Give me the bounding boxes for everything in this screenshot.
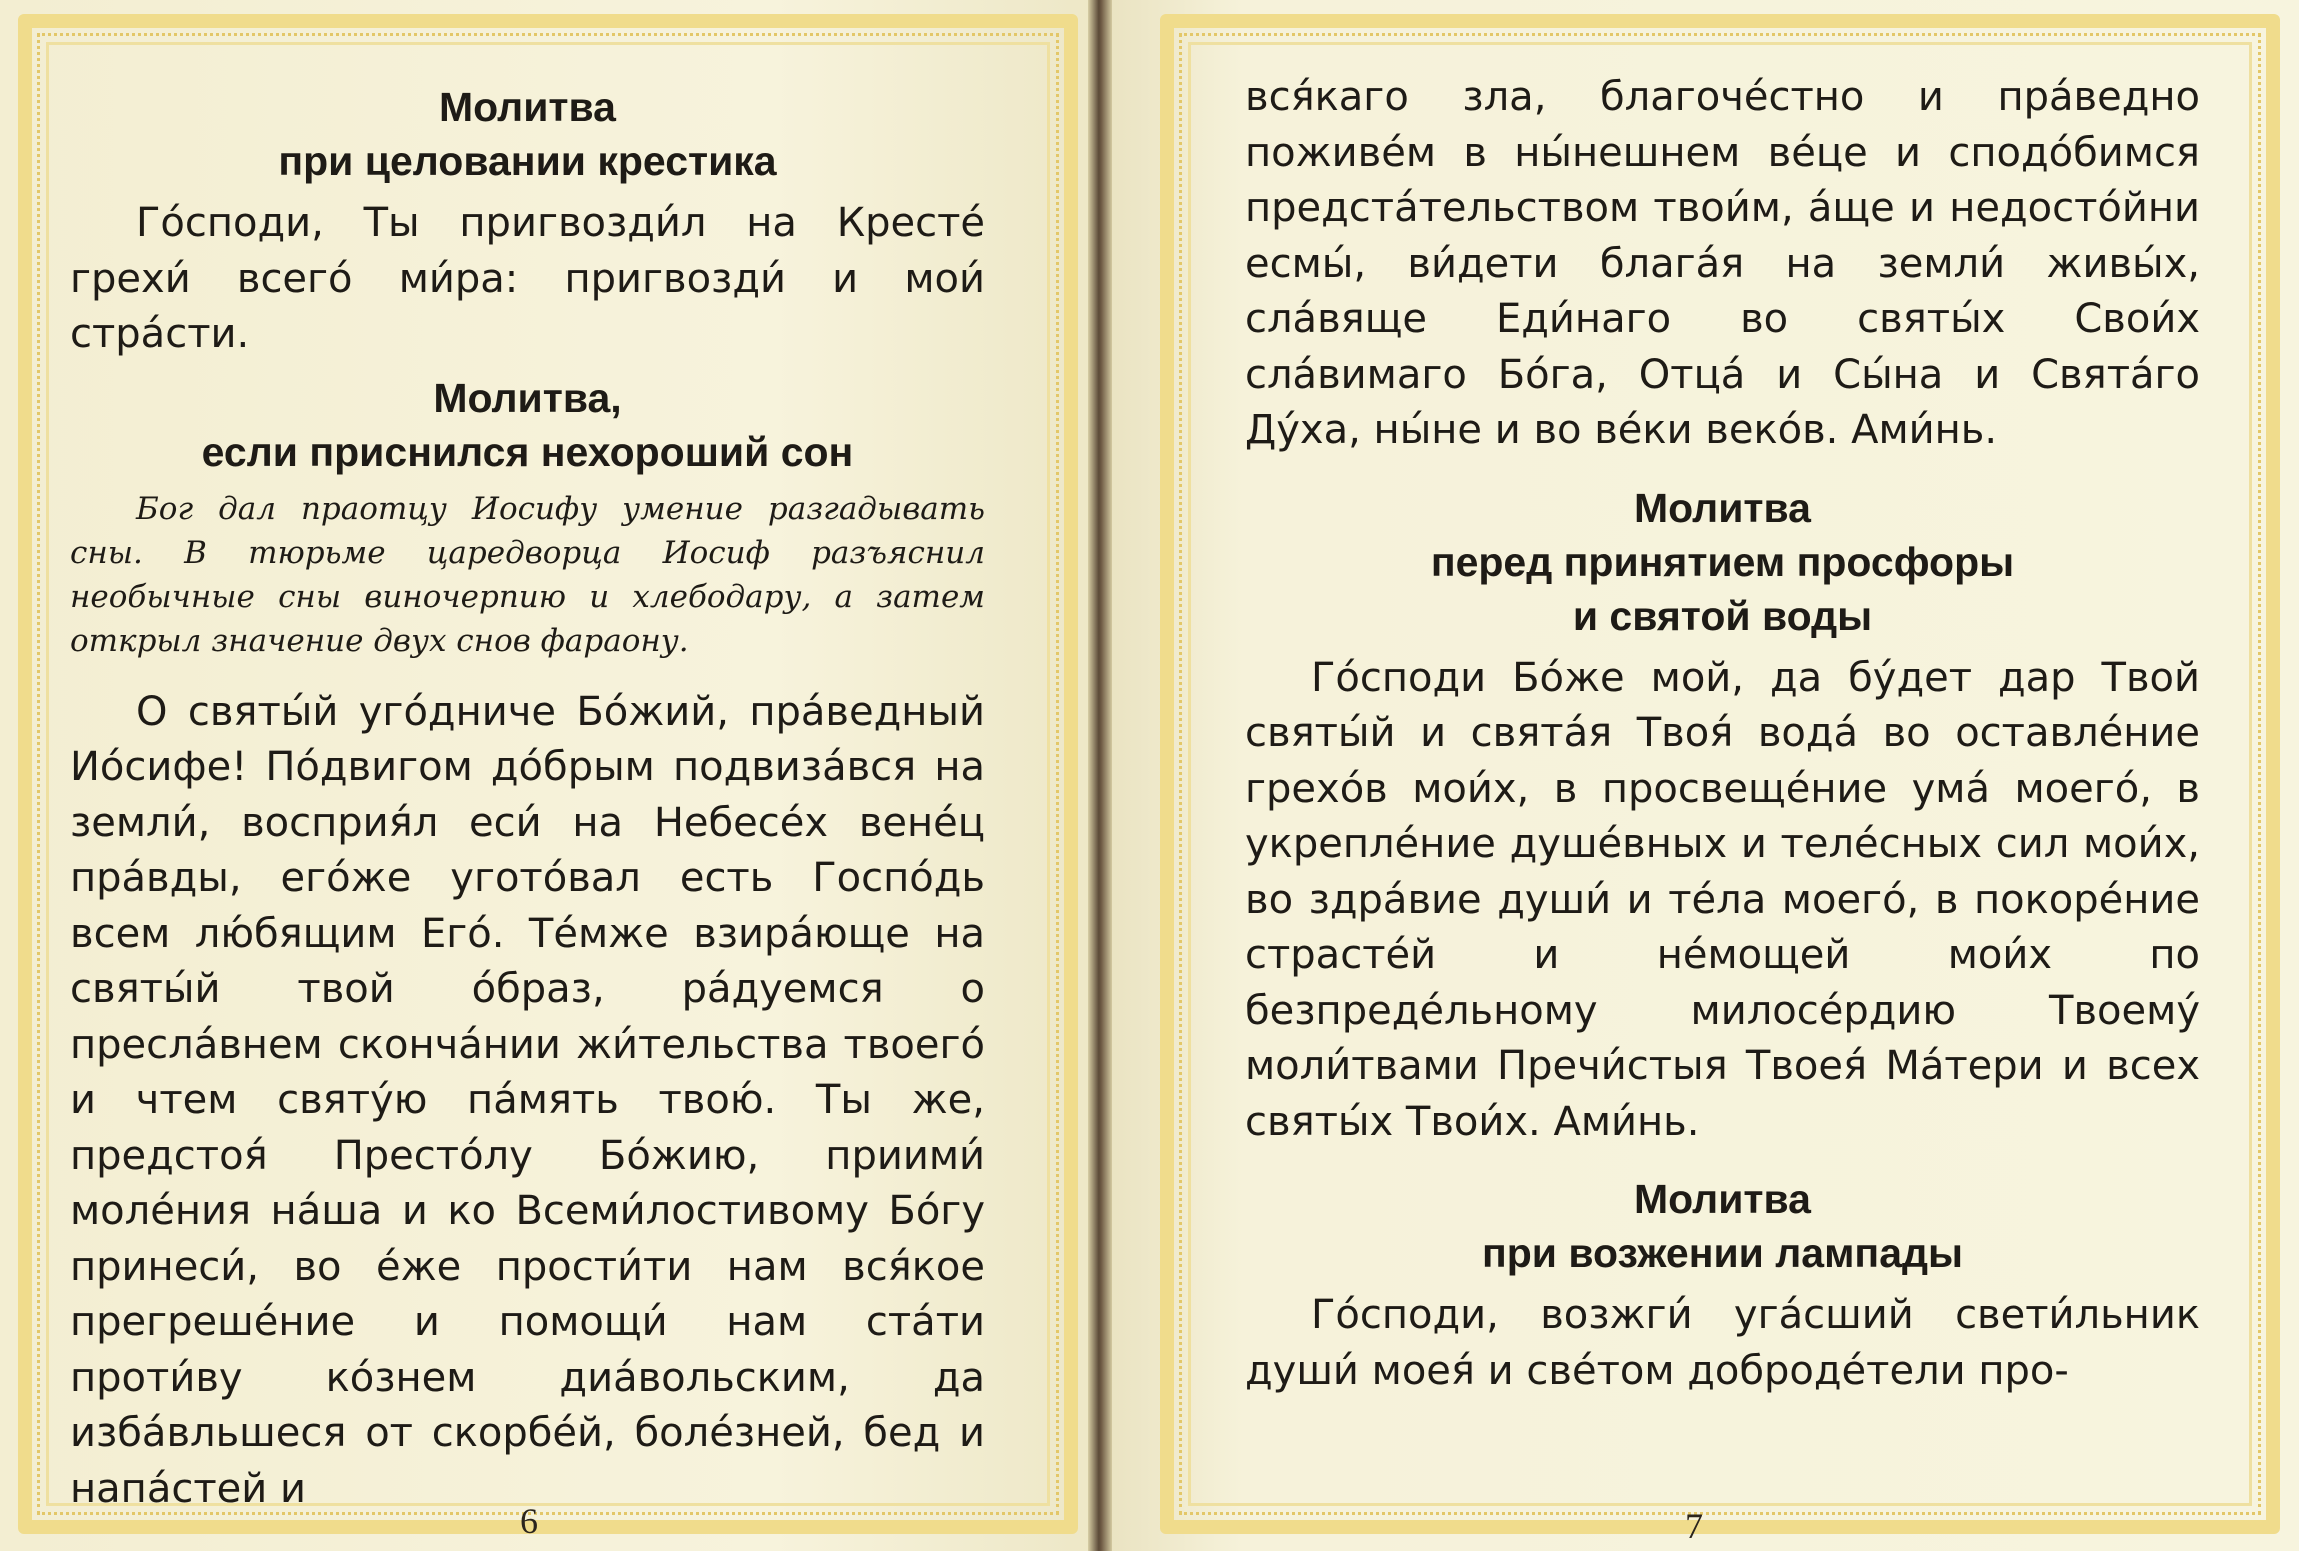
heading-line: при целовании крестика	[278, 138, 777, 184]
heading-line: Молитва,	[433, 374, 622, 421]
book-spine	[1088, 0, 1112, 1551]
prayer-heading-bad-dream	[70, 371, 985, 479]
prayer-text-joseph: О святы́й уго́дниче Бо́жий, пра́ведный Ио́сифе! По́двигом до́брым подвиза́вся на земли́, восприя́л еси́ на Небесе́х вене́ц пра́вды, его́же угото́вал есть Госпо́дь всем лю́бящим Его́. Те́мже взира́юще на святы́й твой о́браз, ра́дуемся о пресла́внем сконча́нии жи́тельства твоего́ и чтем святу́ю па́мять твою́. Ты же, предстоя́ Престо́лу Бо́жию, приими́ моле́ния на́ша и ко Всеми́лостивому Бо́гу принеси́, во е́же прости́ти нам вся́кое прегреше́ние и помощи́ нам ста́ти проти́ву ко́знем диа́вольским, да изба́вльшеся от скорбе́й, боле́зней, бед и напа́стей и	[70, 688, 985, 1512]
prayer-text-joseph-continued: вся́каго зла, благоче́стно и пра́ведно поживе́м в ны́нешнем ве́це и сподо́бимся предста́тельством твои́м, а́ще и недосто́йни есмы́, ви́дети блага́я на земли́ живы́х, сла́вяще Еди́наго во святы́х Свои́х сла́вимаго Бо́га, Отца́ и Сы́на и Свята́го Ду́ха, ны́не и во ве́ки веко́в. Ами́нь.	[1245, 74, 2200, 453]
left-page-content	[70, 80, 985, 1517]
heading-line: и святой воды	[1572, 592, 1873, 639]
heading-line: Молитва	[1634, 484, 1811, 531]
page-number-right: 7	[1685, 1506, 1703, 1546]
heading-line: перед принятием просфоры	[1430, 538, 2015, 585]
right-page-content	[1245, 70, 2200, 1399]
heading-line: Молитва	[1634, 1176, 1811, 1222]
page-number-left: 6	[520, 1501, 538, 1541]
heading-line: Молитва	[439, 84, 616, 130]
heading-line: при возжении лампады	[1481, 1230, 1964, 1276]
prayer-text-kissing-cross: Го́споди, Ты пригвозди́л на Кресте́ грехи́ всего́ ми́ра: пригвозди́ и мои́ стра́сти.	[70, 200, 985, 357]
prayer-text-prosphora: Го́споди Бо́же мой, да бу́дет дар Твой святы́й и свята́я Твоя́ вода́ во оставле́ние грехо́в мои́х, в просвеще́ние ума́ моего́, в укрепле́ние душе́вных и теле́сных сил мои́х, во здра́вие души́ и те́ла моего́, в покоре́ние страсте́й и не́мощей мои́х по безпреде́льному милосе́рдию Твоему́ моли́твами Пречи́стыя Твоея́ Ма́тери и всех святы́х Твои́х. Ами́нь.	[1245, 654, 2200, 1145]
prayer-heading-prosphora	[1245, 481, 2200, 643]
prayer-heading-lampada	[1245, 1172, 2200, 1280]
prayer-heading-kissing-cross	[70, 80, 985, 188]
prayer-text-lampada: Го́споди, возжги́ уга́сший свети́льник души́ моея́ и све́том доброде́тели про-	[1245, 1292, 2200, 1394]
intro-note-joseph: Бог дал праотцу Иосифу умение разгадывать сны. В тюрьме царедворца Иосиф разъяснил необычные сны виночерпию и хлебодару, а затем открыл значение двух снов фараону.	[70, 490, 985, 659]
heading-line: если приснился нехороший сон	[201, 428, 854, 475]
